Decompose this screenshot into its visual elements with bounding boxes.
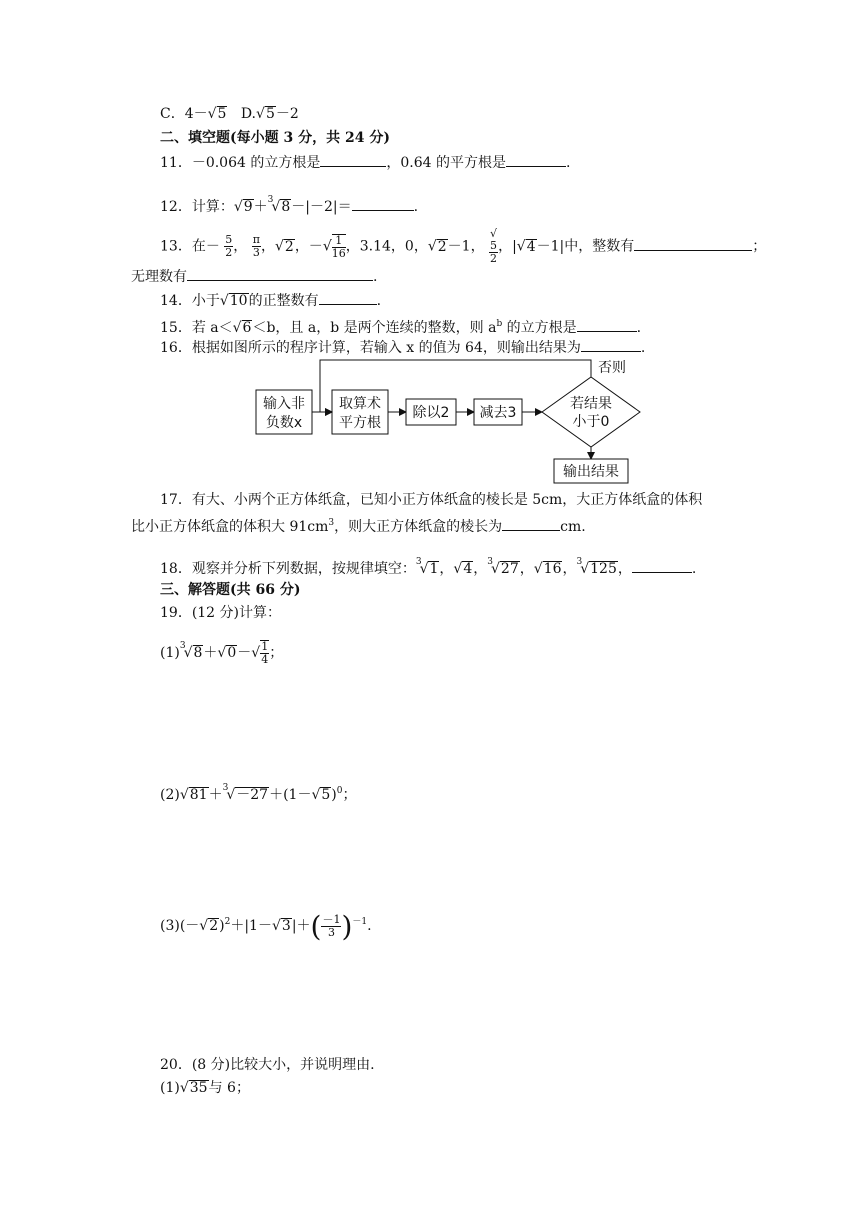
question-11: 11．－0.064 的立方根是 ，0.64 的平方根是 . [160,152,570,173]
output-box-label: 输出结果 [563,464,619,480]
condition-label: 若结果 [570,396,612,412]
divide-box-label: 除以2 [412,405,450,421]
sqrt-box-label: 平方根 [339,415,381,431]
question-15: 15．若 a＜√6＜b，且 a，b 是两个连续的整数，则 $a^b$ 的立方根是 . [160,319,642,336]
question-19-part-2: $(2)√81+^3√-27+(1-√5)^0$； [160,783,357,803]
condition-label: 小于0 [572,414,610,430]
else-label: 否则 [598,360,626,376]
fraction: $\frac{5}{2}$ [225,233,233,259]
fraction: $\frac{1}{16}$ [331,233,346,260]
question-19-part-1: $(1)^3√8+√0-√$ $\frac{1}{4}$ ； [160,640,284,666]
section-fill-in-heading: 二、填空题(每小题 3 分，共 24 分) [160,130,390,146]
answer-blank [581,337,641,352]
fraction: √ 5 2 [490,227,498,265]
question-17-continued: 比小正方体纸盒的体积大 $91cm^3$，则大正方体纸盒的棱长为 cm. [131,518,586,535]
condition-diamond [542,377,640,447]
input-box-label: 输入非 [263,396,305,412]
question-17: 17．有大、小两个正方体纸盒，已知小正方体纸盒的棱长是 5cm，大正方体纸盒的体积 [160,492,703,508]
question-12: 12．计算：√9＋$^3$√8－|－2|＝ . [160,195,419,215]
question-13: 13．在－ $\frac{5}{2}$ ， $\frac{\pi}{3}$ ，√2，－√ $\frac{1}{16}$ ，3.14，0，√2－1， √ 5 2 ，|√4－1|中，整数有 ； [160,227,767,265]
question-16: 16．根据如图所示的程序计算，若输入 x 的值为 64，则输出结果为 . [160,337,645,358]
answer-blank [187,266,373,281]
answer-blank [506,152,566,167]
question-20-title: 20．(8 分)比较大小，并说明理由. [160,1057,375,1073]
question-18: 18．观察并分析下列数据，按规律填空：$^3$√1，√4，$^3$√27，√16，$^3$√125， . [160,557,697,577]
question-13-continued: 无理数有 . [131,266,377,287]
answer-blank [320,152,386,167]
input-box-label: 负数x [265,415,303,431]
sqrt-box-label: 取算术 [339,396,381,412]
q10-options: C．4－√5 D.√5－2 [160,106,299,122]
fraction: $\frac{\pi}{3}$ [252,233,260,259]
question-19-part-3: $(3)(-√2)^2+|1-√3|+$( $\frac{-1}{3}$ )$^{-1}$. [160,910,372,943]
answer-blank [634,236,752,251]
section-answer-heading: 三、解答题(共 66 分) [160,582,301,598]
question-20-part-1: (1)√35与 6； [160,1080,250,1096]
question-19-title: 19．(12 分)计算： [160,605,282,621]
answer-blank [502,516,560,531]
answer-blank [632,558,692,573]
question-14: 14．小于√10的正整数有 . [160,290,381,311]
subtract-box-label: 减去3 [479,405,517,421]
answer-blank [577,317,637,332]
answer-blank [319,290,377,305]
answer-blank [352,196,414,211]
program-flowchart [250,356,650,486]
